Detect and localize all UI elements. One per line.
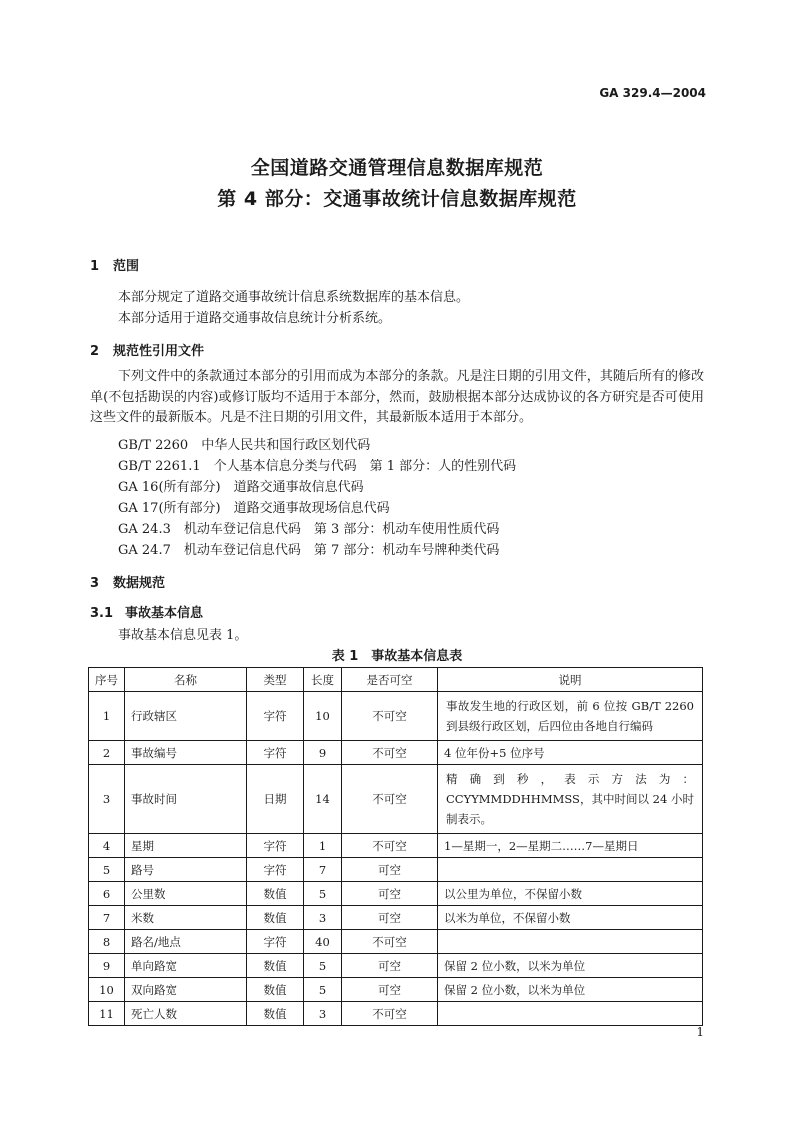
cell-length: 7 [304,858,342,882]
cell-type: 数值 [247,954,304,978]
table-row [89,978,703,1002]
cell-desc: 以米为单位，不保留小数 [438,906,703,930]
section-3-heading [90,572,165,591]
cell-seq: 4 [89,834,125,858]
header-cell: 序号 [89,668,125,692]
table-caption: 表 1 事故基本信息表 [331,649,463,664]
cell-length: 14 [304,765,342,834]
section-title: 数据规范 [113,576,166,591]
cell-type: 数值 [247,1002,304,1026]
cell-desc: 事故发生地的行政区划，前 6 位按 GB/T 2260 到县级行政区划，后四位由各地自行编码 [438,692,703,741]
cell-nullable: 不可空 [342,1002,438,1026]
cell-type: 字符 [247,930,304,954]
section-number: 2 [90,344,100,359]
cell-type: 字符 [247,692,304,741]
cell-seq: 7 [89,906,125,930]
reference-item: GA 16(所有部分) 道路交通事故信息代码 [118,480,364,495]
cell-name: 死亡人数 [125,1002,247,1026]
table-row [89,765,703,834]
cell-nullable: 可空 [342,954,438,978]
cell-name: 星期 [125,834,247,858]
cell-length: 5 [304,954,342,978]
table-row [89,692,703,741]
section-number: 1 [90,259,100,274]
table-row [89,906,703,930]
cell-nullable: 不可空 [342,692,438,741]
reference-item: GA 24.3 机动车登记信息代码 第 3 部分：机动车使用性质代码 [118,522,500,537]
page-number: 1 [696,1025,704,1039]
cell-name: 行政辖区 [125,692,247,741]
cell-length: 40 [304,930,342,954]
header-cell: 说明 [438,668,703,692]
cell-nullable: 不可空 [342,834,438,858]
subsection-number: 3.1 [90,606,114,621]
table-row [89,1002,703,1026]
subsection-3-1-heading [90,602,203,621]
reference-item: GB/T 2260 中华人民共和国行政区划代码 [118,438,371,453]
reference-item: GA 24.7 机动车登记信息代码 第 7 部分：机动车号牌种类代码 [118,543,500,558]
paragraph: 本部分适用于道路交通事故信息统计分析系统。 [118,311,392,326]
cell-desc: 精确到秒，表示方法为：CCYYMMDDHHMMSS，其中时间以 24 小时制表示。 [438,765,703,834]
intro-paragraph [90,367,704,429]
table-header-row [89,668,703,692]
cell-type: 日期 [247,765,304,834]
subsection-title: 事故基本信息 [125,606,204,621]
cell-name: 米数 [125,906,247,930]
header-cell: 类型 [247,668,304,692]
reference-item: GA 17(所有部分) 道路交通事故现场信息代码 [118,501,390,516]
cell-seq: 9 [89,954,125,978]
cell-length: 3 [304,1002,342,1026]
table-row [89,858,703,882]
cell-seq: 6 [89,882,125,906]
cell-seq: 11 [89,1002,125,1026]
table-row [89,954,703,978]
cell-nullable: 可空 [342,858,438,882]
cell-name: 事故时间 [125,765,247,834]
section-title: 规范性引用文件 [113,344,205,359]
cell-seq: 8 [89,930,125,954]
cell-type: 字符 [247,858,304,882]
cell-length: 9 [304,741,342,765]
cell-desc: 1—星期一，2—星期二……7—星期日 [438,834,703,858]
cell-type: 字符 [247,834,304,858]
cell-length: 3 [304,906,342,930]
standard-code: GA 329.4—2004 [599,86,706,100]
cell-desc [438,1002,703,1026]
section-1-heading [90,255,139,274]
document-title-line1: 全国道路交通管理信息数据库规范 [250,157,544,179]
cell-length: 5 [304,978,342,1002]
cell-seq: 1 [89,692,125,741]
cell-nullable: 不可空 [342,930,438,954]
cell-desc [438,858,703,882]
cell-nullable: 可空 [342,882,438,906]
cell-length: 5 [304,882,342,906]
cell-desc: 4 位年份+5 位序号 [438,741,703,765]
header-cell: 长度 [304,668,342,692]
cell-type: 数值 [247,882,304,906]
section-2-heading [90,340,204,359]
table-row [89,930,703,954]
cell-seq: 2 [89,741,125,765]
table-row [89,834,703,858]
cell-name: 公里数 [125,882,247,906]
cell-type: 数值 [247,906,304,930]
cell-nullable: 可空 [342,978,438,1002]
cell-seq: 10 [89,978,125,1002]
cell-name: 路号 [125,858,247,882]
cell-seq: 5 [89,858,125,882]
cell-name: 事故编号 [125,741,247,765]
section-title: 范围 [113,259,140,274]
reference-item: GB/T 2261.1 个人基本信息分类与代码 第 1 部分：人的性别代码 [118,459,517,474]
header-cell: 是否可空 [342,668,438,692]
cell-name: 双向路宽 [125,978,247,1002]
cell-name: 单向路宽 [125,954,247,978]
cell-desc: 保留 2 位小数，以米为单位 [438,978,703,1002]
paragraph: 本部分规定了道路交通事故统计信息系统数据库的基本信息。 [118,290,470,305]
intro-text: 下列文件中的条款通过本部分的引用而成为本部分的条款。凡是注日期的引用文件，其随后所有的修改单(不包括勘误的内容)或修订版均不适用于本部分，然而，鼓励根据本部分达成协议的各方研究是否可使用这些文件的最新版本。凡是不注日期的引用文件，其最新版本适用于本部分。 [90,369,704,425]
table-row [89,741,703,765]
cell-length: 10 [304,692,342,741]
paragraph: 事故基本信息见表 1。 [118,628,248,643]
cell-type: 字符 [247,741,304,765]
cell-type: 数值 [247,978,304,1002]
cell-desc: 保留 2 位小数，以米为单位 [438,954,703,978]
section-number: 3 [90,576,100,591]
table-row [89,882,703,906]
cell-desc [438,930,703,954]
header-cell: 名称 [125,668,247,692]
cell-nullable: 不可空 [342,741,438,765]
accident-info-table [88,667,703,1026]
cell-length: 1 [304,834,342,858]
document-title-line2: 第 4 部分：交通事故统计信息数据库规范 [217,188,577,210]
cell-nullable: 不可空 [342,765,438,834]
cell-name: 路名/地点 [125,930,247,954]
cell-nullable: 可空 [342,906,438,930]
cell-seq: 3 [89,765,125,834]
cell-desc: 以公里为单位，不保留小数 [438,882,703,906]
